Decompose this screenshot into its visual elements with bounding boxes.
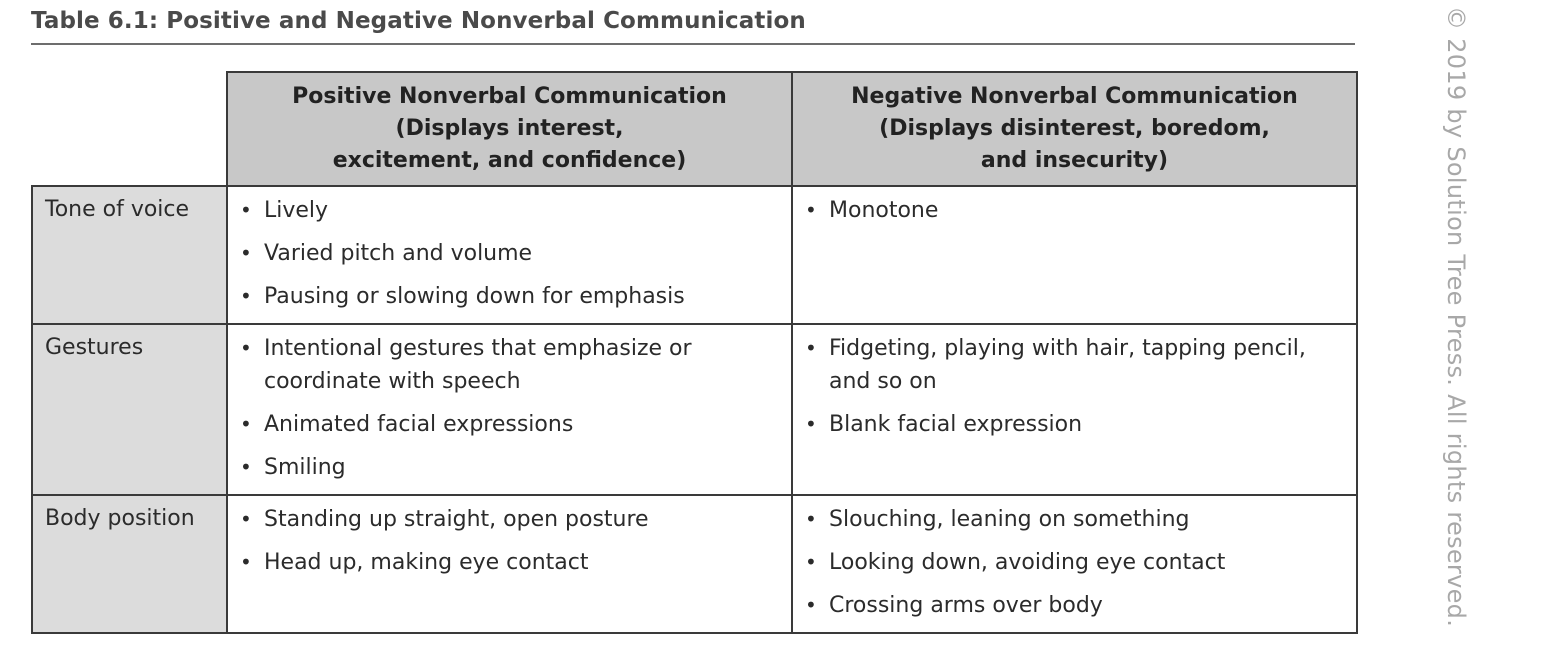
bullet-list bbox=[805, 503, 1344, 622]
header-row bbox=[32, 72, 1357, 186]
cell-positive bbox=[227, 495, 792, 633]
bullet-list bbox=[240, 194, 779, 313]
corner-cell bbox=[32, 72, 227, 186]
column-header-negative bbox=[792, 72, 1357, 186]
list-item: • Crossing arms over body bbox=[805, 589, 1344, 622]
list-item: • Looking down, avoiding eye contact bbox=[805, 546, 1344, 579]
cell-positive bbox=[227, 186, 792, 324]
table-row-gestures bbox=[32, 324, 1357, 495]
list-item: • Fidgeting, playing with hair, tapping pencil, and so on bbox=[805, 332, 1344, 398]
row-header: Gestures bbox=[32, 324, 227, 495]
list-item: • Smiling bbox=[240, 451, 779, 484]
list-item: • Head up, making eye contact bbox=[240, 546, 779, 579]
list-item: • Intentional gestures that emphasize or coordinate with speech bbox=[240, 332, 779, 398]
bullet-list bbox=[805, 194, 1344, 227]
list-item: • Animated facial expressions bbox=[240, 408, 779, 441]
table-row-body-position bbox=[32, 495, 1357, 633]
row-header: Tone of voice bbox=[32, 186, 227, 324]
table-title: Table 6.1: Positive and Negative Nonverbal Communication bbox=[31, 8, 806, 34]
cell-negative bbox=[792, 495, 1357, 633]
column-header-line: Positive Nonverbal Communication bbox=[292, 84, 727, 109]
bullet-list bbox=[240, 332, 779, 484]
cell-negative bbox=[792, 324, 1357, 495]
title-rule bbox=[31, 43, 1355, 45]
column-header-line: excitement, and confidence) bbox=[332, 148, 687, 173]
list-item: • Lively bbox=[240, 194, 779, 227]
column-header-line: Negative Nonverbal Communication bbox=[851, 84, 1298, 109]
list-item: • Monotone bbox=[805, 194, 1344, 227]
list-item: • Slouching, leaning on something bbox=[805, 503, 1344, 536]
list-item: • Blank facial expression bbox=[805, 408, 1344, 441]
column-header-positive bbox=[227, 72, 792, 186]
cell-negative bbox=[792, 186, 1357, 324]
bullet-list bbox=[240, 503, 779, 579]
column-header-line: (Displays disinterest, boredom, bbox=[879, 116, 1270, 141]
list-item: • Varied pitch and volume bbox=[240, 237, 779, 270]
column-header-line: (Displays interest, bbox=[395, 116, 624, 141]
list-item: • Pausing or slowing down for emphasis bbox=[240, 280, 779, 313]
column-header-line: and insecurity) bbox=[980, 148, 1169, 173]
cell-positive bbox=[227, 324, 792, 495]
bullet-list bbox=[805, 332, 1344, 441]
copyright-notice: © 2019 by Solution Tree Press. All rights reserved. bbox=[1442, 6, 1470, 628]
table-row-tone-of-voice bbox=[32, 186, 1357, 324]
list-item: • Standing up straight, open posture bbox=[240, 503, 779, 536]
row-header: Body position bbox=[32, 495, 227, 633]
nonverbal-communication-table bbox=[31, 71, 1358, 634]
